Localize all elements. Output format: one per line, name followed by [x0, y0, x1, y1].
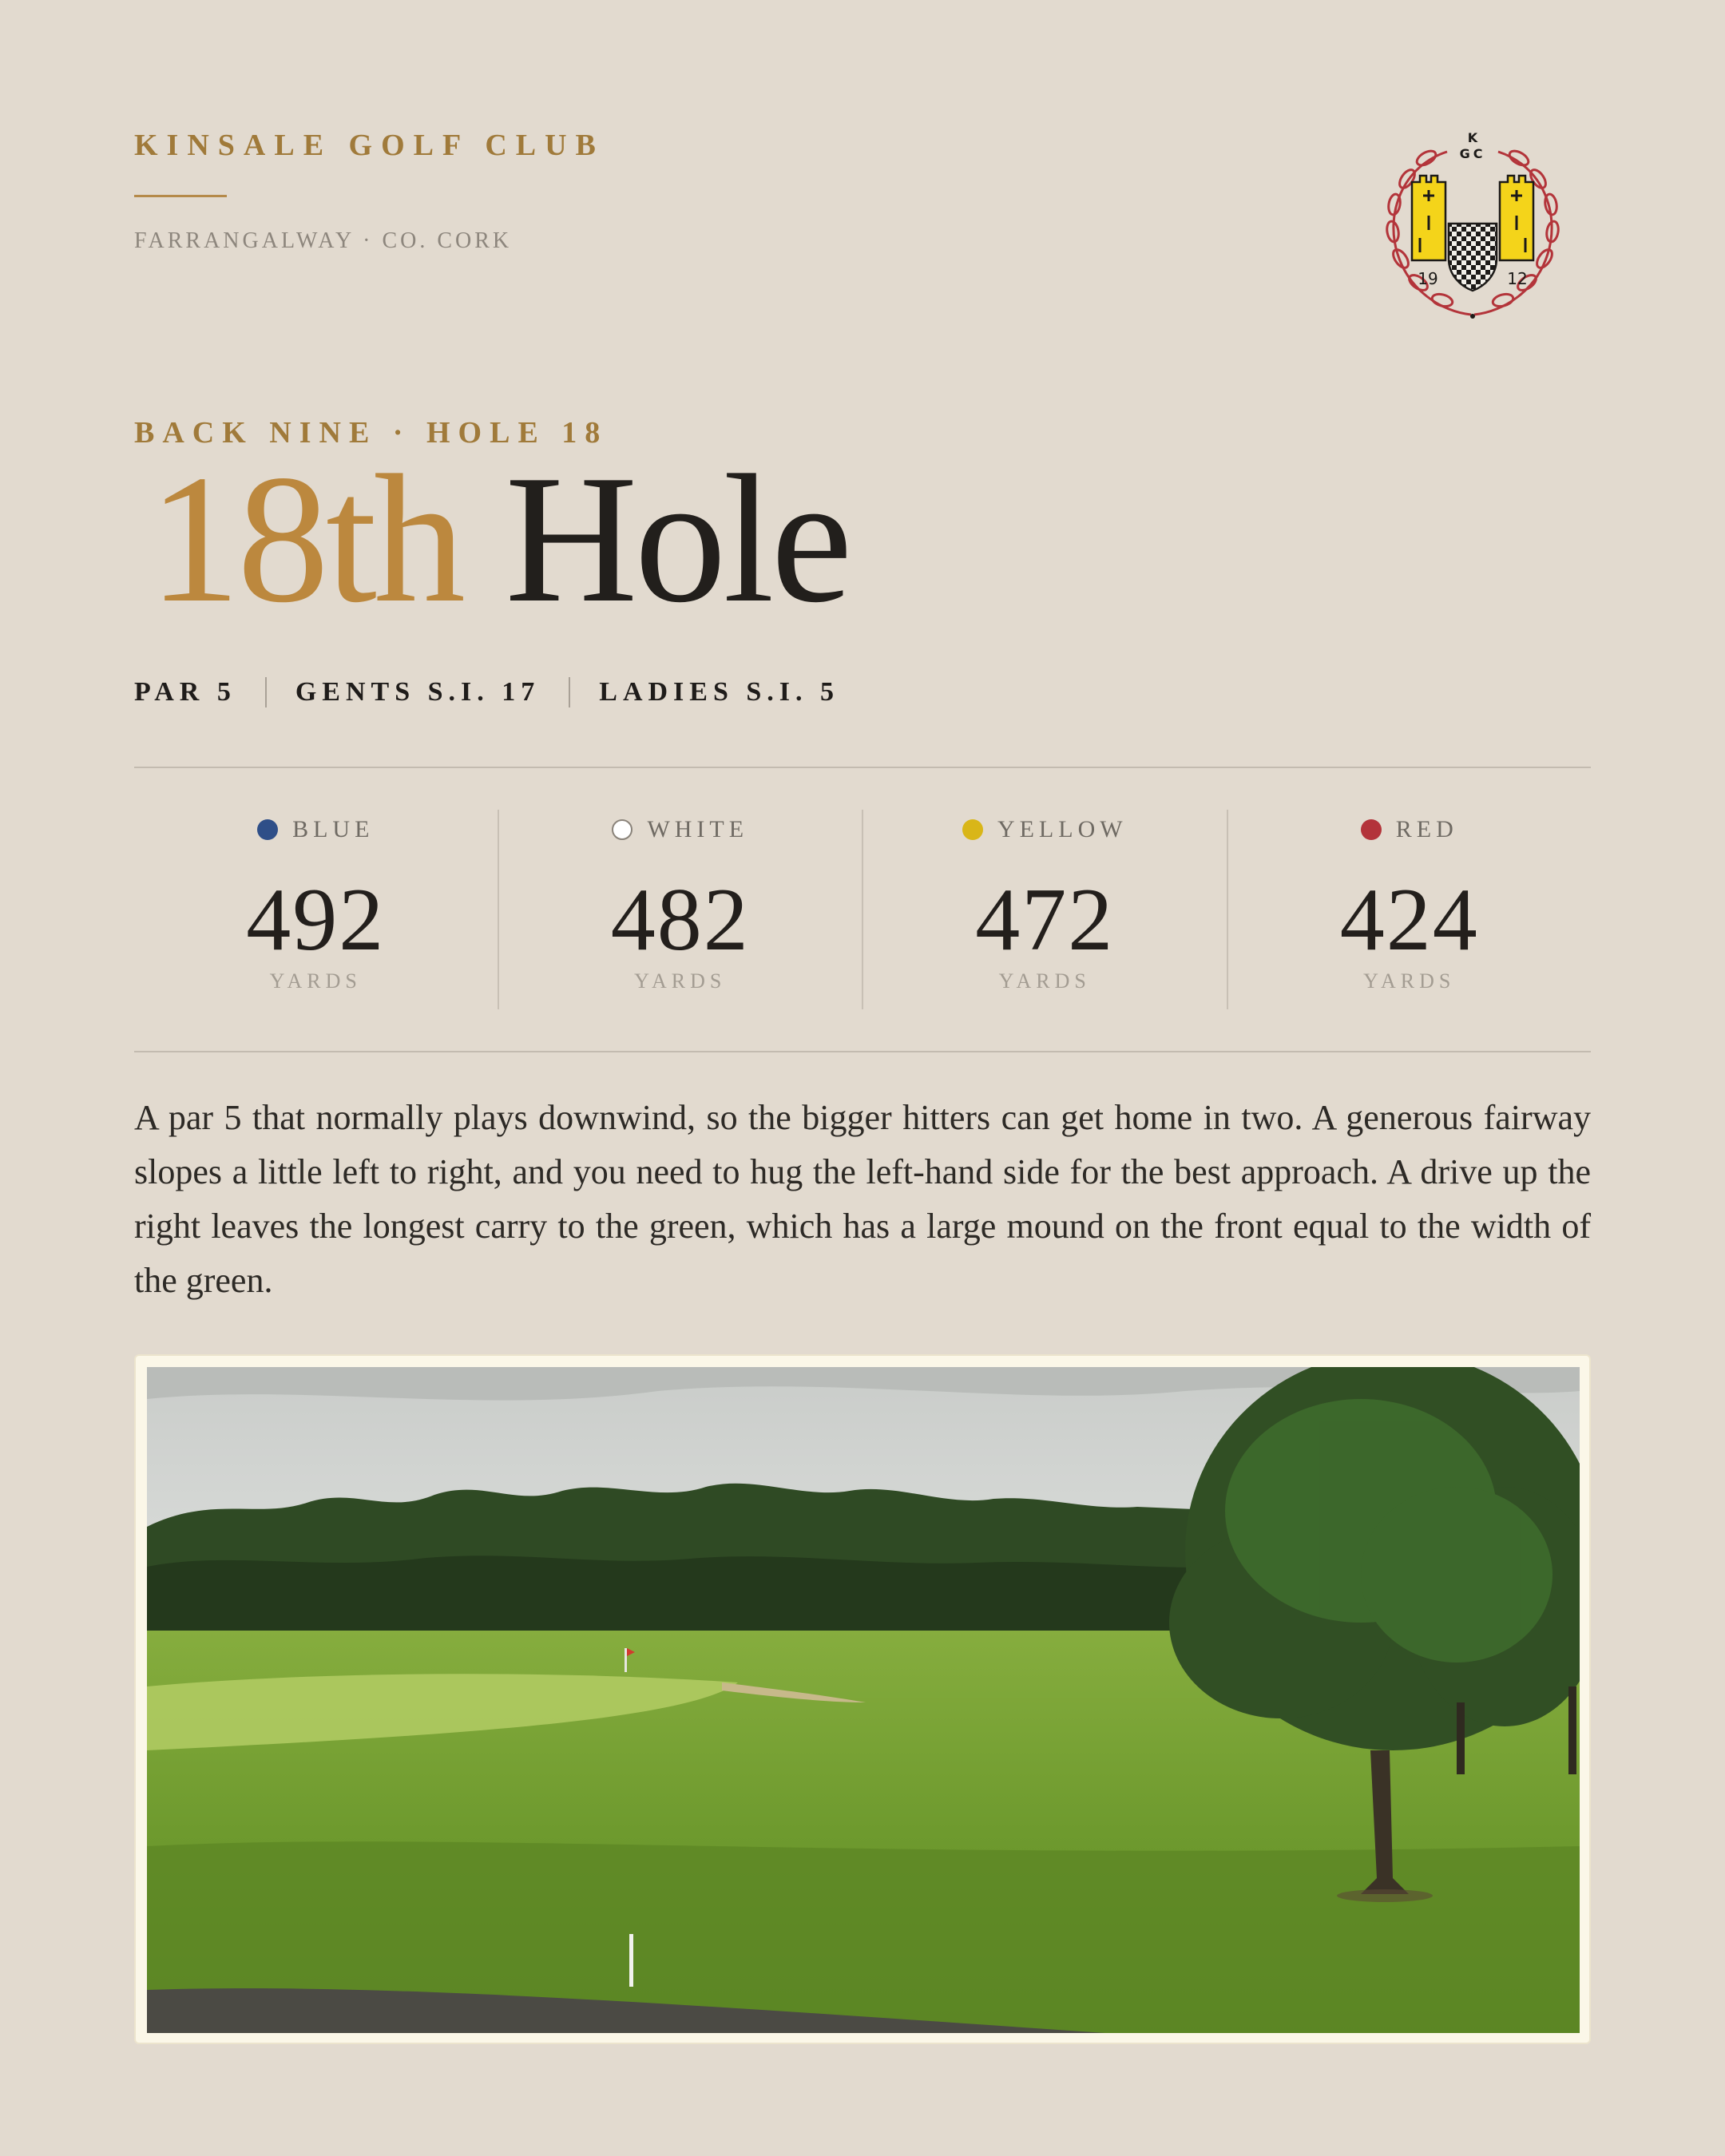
- tee-color-dot: [612, 819, 632, 840]
- tee-red: [1227, 810, 1592, 1009]
- tee-name: BLUE: [292, 816, 375, 842]
- tee-yards-value: 482: [610, 870, 750, 969]
- tee-yellow: [862, 810, 1227, 1009]
- hole-meta-row: [134, 677, 839, 707]
- hole-photo: [147, 1367, 1580, 2033]
- tee-name: YELLOW: [997, 816, 1128, 842]
- hole-photo-frame: [134, 1354, 1591, 2044]
- hole-description: A par 5 that normally plays downwind, so the bigger hitters can get home in two. A generous fairway slopes a little left to right, and you need to hug the left-hand side for the best approach. A drive up the right leaves the longest carry to the green, which has a large mound on the front equal to the width of the green.: [134, 1098, 1591, 1300]
- tee-yards-unit: YARDS: [634, 969, 727, 993]
- tee-name: RED: [1395, 816, 1458, 842]
- tee-yards-value: 472: [975, 870, 1115, 969]
- club-name-divider: [134, 195, 227, 197]
- crest-top-letter: K: [1467, 130, 1478, 145]
- crest-year-right: 12: [1507, 269, 1528, 288]
- tees-top-rule: [134, 767, 1591, 768]
- tee-yards-unit: YARDS: [269, 969, 362, 993]
- tee-blue: [134, 810, 498, 1009]
- tees-bottom-rule: [134, 1051, 1591, 1052]
- hole-title-number: 18th: [149, 437, 462, 640]
- tee-color-dot: [962, 819, 983, 840]
- par-label: PAR 5: [134, 677, 236, 707]
- meta-divider: [569, 677, 570, 707]
- tee-name: WHITE: [647, 816, 749, 842]
- tee-white: [498, 810, 862, 1009]
- tee-yards-unit: YARDS: [998, 969, 1091, 993]
- crest-year-left: 19: [1418, 269, 1438, 288]
- tee-yardages: [134, 810, 1591, 1009]
- club-name: KINSALE GOLF CLUB: [134, 129, 605, 162]
- crest-letters: GC: [1459, 146, 1486, 161]
- ladies-stroke-index: LADIES S.I. 5: [599, 677, 840, 707]
- club-crest-logo: [1370, 126, 1575, 331]
- tee-color-dot: [1361, 819, 1382, 840]
- tee-yards-value: 424: [1339, 870, 1479, 969]
- gents-stroke-index: GENTS S.I. 17: [295, 677, 541, 707]
- section-label: BACK NINE · HOLE 18: [134, 416, 609, 450]
- club-location: FARRANGALWAY · CO. CORK: [134, 228, 513, 253]
- meta-divider: [265, 677, 267, 707]
- hole-title: [149, 437, 850, 640]
- tee-yards-value: 492: [246, 870, 386, 969]
- tee-color-dot: [257, 819, 278, 840]
- tee-yards-unit: YARDS: [1363, 969, 1456, 993]
- hole-title-word: Hole: [505, 437, 850, 640]
